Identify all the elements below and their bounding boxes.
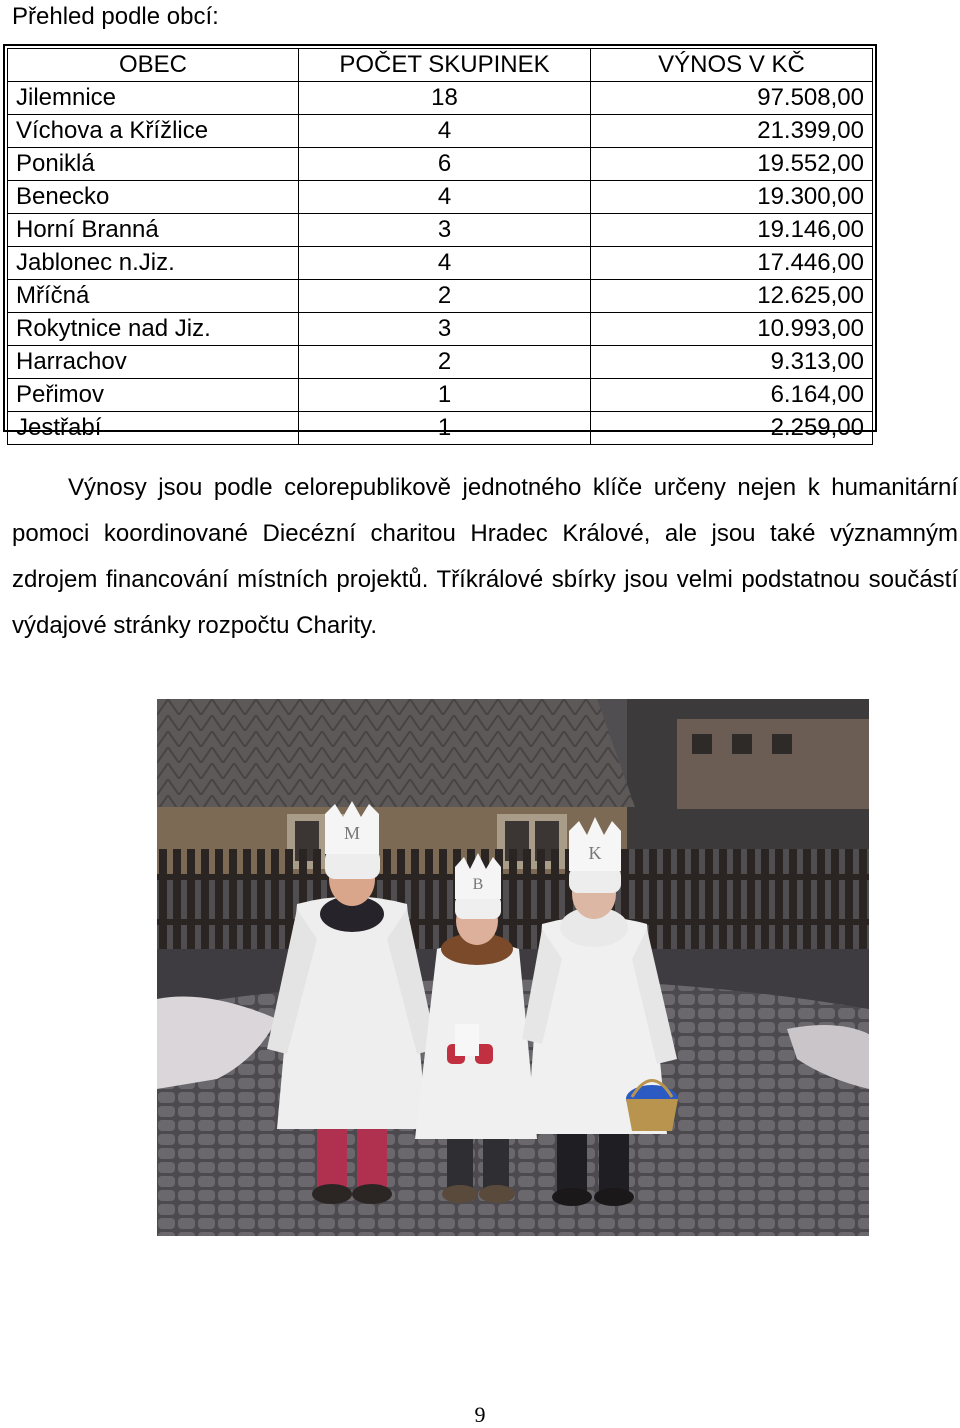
cell-obec: Víchova a Křížlice (8, 115, 299, 148)
cell-vynos: 19.146,00 (591, 214, 873, 247)
cell-vynos: 19.552,00 (591, 148, 873, 181)
crown-letter-left: M (343, 823, 361, 843)
three-kings-photo (157, 699, 869, 1236)
crown-letter-right: K (588, 843, 602, 863)
cell-vynos: 9.313,00 (591, 346, 873, 379)
body-paragraph: Výnosy jsou podle celorepublikově jednotného klíče určeny nejen k humanitární pomoci koordinované Diecézní charitou Hradec Králové, ale jsou také významným zdrojem financování místních projektů. Tříkrálové sbírky jsou velmi podstatnou součástí výdajové stránky rozpočtu Charity. (12, 474, 958, 639)
table-row (8, 247, 873, 280)
municipality-table-frame (3, 44, 877, 441)
table-row (8, 313, 873, 346)
cell-pocet: 3 (299, 313, 591, 346)
table-row (8, 82, 873, 115)
cell-obec: Mříčná (8, 280, 299, 313)
table-row (8, 115, 873, 148)
cell-obec: Jablonec n.Jiz. (8, 247, 299, 280)
header-pocet-skupinek: POČET SKUPINEK (299, 49, 591, 82)
cell-obec: Peřimov (8, 379, 299, 412)
cell-pocet: 4 (299, 115, 591, 148)
cell-pocet: 1 (299, 412, 591, 445)
photo-illustration (157, 699, 869, 1236)
municipality-table (7, 48, 873, 445)
cell-pocet: 2 (299, 346, 591, 379)
cell-pocet: 4 (299, 181, 591, 214)
header-obec: OBEC (8, 49, 299, 82)
cell-pocet: 3 (299, 214, 591, 247)
cell-pocet: 1 (299, 379, 591, 412)
table-row (8, 148, 873, 181)
table-row (8, 412, 873, 445)
cell-obec: Jestřabí (8, 412, 299, 445)
table-row (8, 214, 873, 247)
cell-pocet: 18 (299, 82, 591, 115)
table-row (8, 346, 873, 379)
cell-vynos: 12.625,00 (591, 280, 873, 313)
page-number: 9 (474, 1402, 486, 1427)
table-header-row (8, 49, 873, 82)
cell-vynos: 19.300,00 (591, 181, 873, 214)
cell-vynos: 6.164,00 (591, 379, 873, 412)
cell-pocet: 2 (299, 280, 591, 313)
cell-vynos: 97.508,00 (591, 82, 873, 115)
table-row (8, 181, 873, 214)
page-heading: Přehled podle obcí: (12, 3, 219, 30)
cell-pocet: 4 (299, 247, 591, 280)
cell-obec: Harrachov (8, 346, 299, 379)
cell-obec: Benecko (8, 181, 299, 214)
table-row (8, 379, 873, 412)
cell-vynos: 2.259,00 (591, 412, 873, 445)
cell-vynos: 21.399,00 (591, 115, 873, 148)
crown-letter-middle: B (472, 876, 484, 893)
cell-vynos: 10.993,00 (591, 313, 873, 346)
cell-obec: Jilemnice (8, 82, 299, 115)
cell-obec: Horní Branná (8, 214, 299, 247)
cell-obec: Rokytnice nad Jiz. (8, 313, 299, 346)
cell-pocet: 6 (299, 148, 591, 181)
header-vynos: VÝNOS V KČ (591, 49, 873, 82)
cell-vynos: 17.446,00 (591, 247, 873, 280)
cell-obec: Poniklá (8, 148, 299, 181)
table-row (8, 280, 873, 313)
